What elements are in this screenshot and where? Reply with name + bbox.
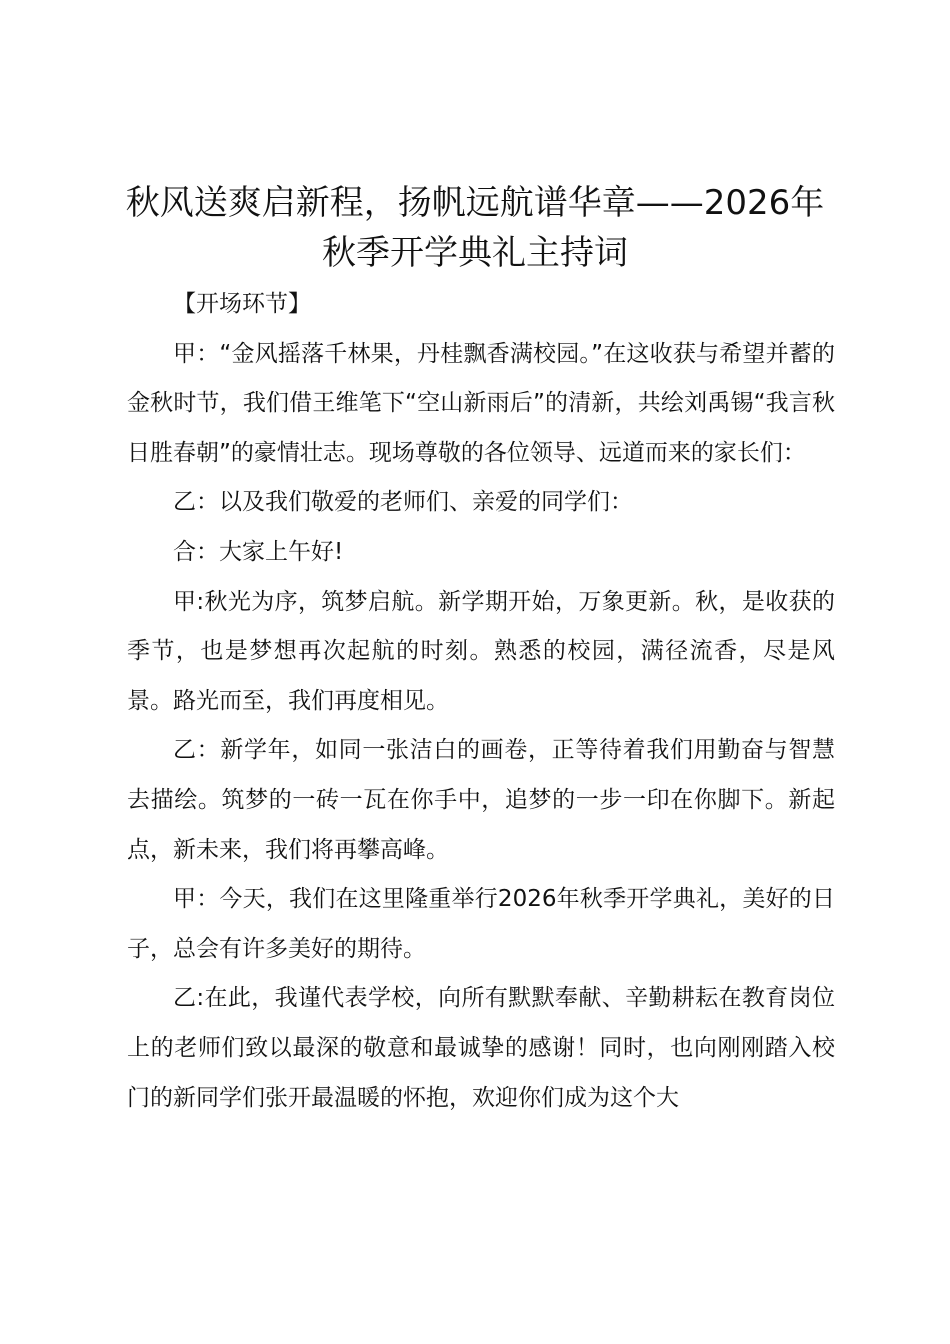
paragraph: 甲：“金风摇落千林果，丹桂飘香满校园。”在这收获与希望并蓄的金秋时节，我们借王维笔下“空山新雨后”的清新，共绘刘禹锡“我言秋日胜春朝”的豪情壮志。现场尊敬的各位领导、远道而来的家长们：: [127, 340, 835, 466]
paragraph: 乙：新学年，如同一张洁白的画卷，正等待着我们用勤奋与智慧去描绘。筑梦的一砖一瓦在你手中，追梦的一步一印在你脚下。新起点，新未来，我们将再攀高峰。: [127, 737, 835, 863]
document-body: [127, 280, 835, 1123]
paragraph: 乙:在此，我谨代表学校，向所有默默奉献、辛勤耕耘在教育岗位上的老师们致以最深的敬意和最诚挚的感谢！同时，也向刚刚踏入校门的新同学们张开最温暖的怀抱，欢迎你们成为这个大: [127, 985, 835, 1111]
paragraph: 甲：今天，我们在这里隆重举行2026年秋季开学典礼，美好的日子，总会有许多美好的期待。: [127, 886, 835, 962]
paragraph: 乙：以及我们敬爱的老师们、亲爱的同学们：: [173, 489, 633, 516]
document-title: 秋风送爽启新程，扬帆远航谱华章——2026年秋季开学典礼主持词: [125, 183, 825, 273]
paragraph: 甲:秋光为序，筑梦启航。新学期开始，万象更新。秋，是收获的季节，也是梦想再次起航的时刻。熟悉的校园，满径流香，尽是风景。路光而至，我们再度相见。: [127, 588, 835, 714]
section-heading: 【开场环节】: [173, 291, 311, 317]
paragraph: 合：大家上午好!: [173, 538, 344, 565]
